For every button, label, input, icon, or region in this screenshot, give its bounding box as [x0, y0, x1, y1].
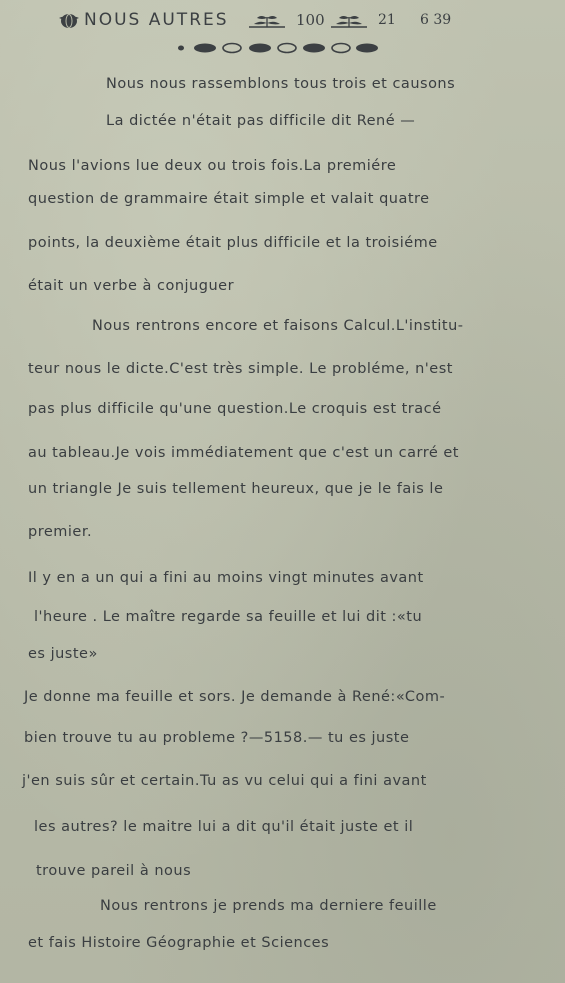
text-line: Nous rentrons encore et faisons Calcul.L'institu- — [92, 318, 464, 334]
text-line: question de grammaire était simple et valait quatre — [28, 191, 430, 207]
text-line: Je donne ma feuille et sors. Je demande à René:«Com- — [24, 689, 446, 705]
text-line: premier. — [28, 524, 93, 540]
text-line: l'heure . Le maître regarde sa feuille et lui dit :«tu — [34, 609, 423, 625]
text-line: les autres? le maitre lui a dit qu'il était juste et il — [34, 819, 414, 835]
text-line: un triangle Je suis tellement heureux, que je le fais le — [28, 481, 444, 497]
text-line: au tableau.Je vois immédiatement que c'est un carré et — [28, 445, 459, 461]
page-header — [0, 8, 565, 38]
text-line: points, la deuxième était plus difficile et la troisiéme — [28, 235, 438, 251]
text-line: j'en suis sûr et certain.Tu as vu celui qui a fini avant — [22, 773, 427, 789]
text-line: Il y en a un qui a fini au moins vingt minutes avant — [28, 570, 424, 586]
text-line: trouve pareil à nous — [36, 863, 192, 879]
text-line: La dictée n'était pas difficile dit René — — [106, 113, 416, 129]
text-line: Nous l'avions lue deux ou trois fois.La premiére — [28, 158, 397, 174]
text-line: Nous rentrons je prends ma derniere feuille — [100, 898, 437, 914]
journal-title: NOUS AUTRES — [84, 10, 229, 30]
plant-sprig-icon — [328, 12, 370, 30]
header-day: 21 — [378, 12, 396, 28]
header-date: 6 39 — [420, 12, 452, 28]
winged-globe-icon — [58, 12, 80, 30]
text-line: était un verbe à conjuguer — [28, 278, 235, 294]
text-line: es juste» — [28, 646, 98, 662]
text-line: pas plus difficile qu'une question.Le croquis est tracé — [28, 401, 442, 417]
page-number: 100 — [296, 11, 325, 29]
text-line: bien trouve tu au probleme ?—5158.— tu es juste — [24, 730, 410, 746]
text-line: Nous nous rassemblons tous trois et causons — [106, 76, 456, 92]
oval-ornament-row-icon — [170, 41, 380, 55]
text-line: et fais Histoire Géographie et Sciences — [28, 935, 330, 951]
text-line: teur nous le dicte.C'est très simple. Le probléme, n'est — [28, 361, 453, 377]
plant-sprig-icon — [246, 12, 288, 30]
